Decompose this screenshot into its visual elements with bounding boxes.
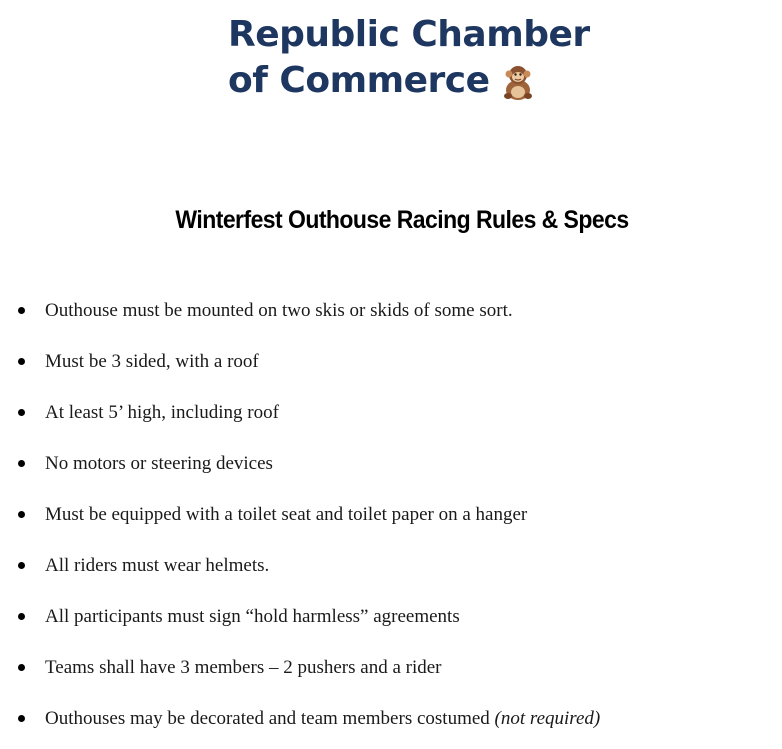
rules-list: [0, 290, 600, 749]
bullet-icon: [18, 715, 25, 722]
rule-text: All riders must wear helmets.: [45, 555, 270, 576]
bullet-icon: [18, 307, 25, 314]
rule-text: No motors or steering devices: [45, 453, 273, 474]
bullet-icon: [18, 613, 25, 620]
org-name-line2: of Commerce: [228, 60, 490, 101]
rule-text: Must be 3 sided, with a roof: [45, 351, 259, 372]
list-item: [0, 698, 600, 749]
org-name-line1: Republic Chamber: [228, 14, 590, 55]
list-item: [0, 392, 600, 443]
list-item: [0, 596, 600, 647]
rule-text: Outhouse must be mounted on two skis or skids of some sort.: [45, 300, 513, 321]
list-item: [0, 545, 600, 596]
header: [228, 12, 590, 104]
bullet-icon: [18, 664, 25, 671]
rule-text: Outhouses may be decorated and team members costumed: [45, 708, 490, 729]
page-title: Winterfest Outhouse Racing Rules & Specs: [175, 205, 629, 234]
bullet-icon: [18, 358, 25, 365]
list-item: [0, 290, 600, 341]
bullet-icon: [18, 511, 25, 518]
rule-text: Teams shall have 3 members – 2 pushers and a rider: [45, 657, 442, 678]
rule-note: (not required): [494, 708, 601, 729]
bullet-icon: [18, 562, 25, 569]
bullet-icon: [18, 460, 25, 467]
monkey-mascot-icon: [500, 62, 536, 102]
rule-text: All participants must sign “hold harmless” agreements: [45, 606, 460, 627]
list-item: [0, 443, 600, 494]
org-name-row: [228, 58, 590, 104]
list-item: [0, 647, 600, 698]
rule-text: Must be equipped with a toilet seat and toilet paper on a hanger: [45, 504, 528, 525]
list-item: [0, 494, 600, 545]
rule-text: At least 5’ high, including roof: [45, 402, 279, 423]
bullet-icon: [18, 409, 25, 416]
list-item: [0, 341, 600, 392]
